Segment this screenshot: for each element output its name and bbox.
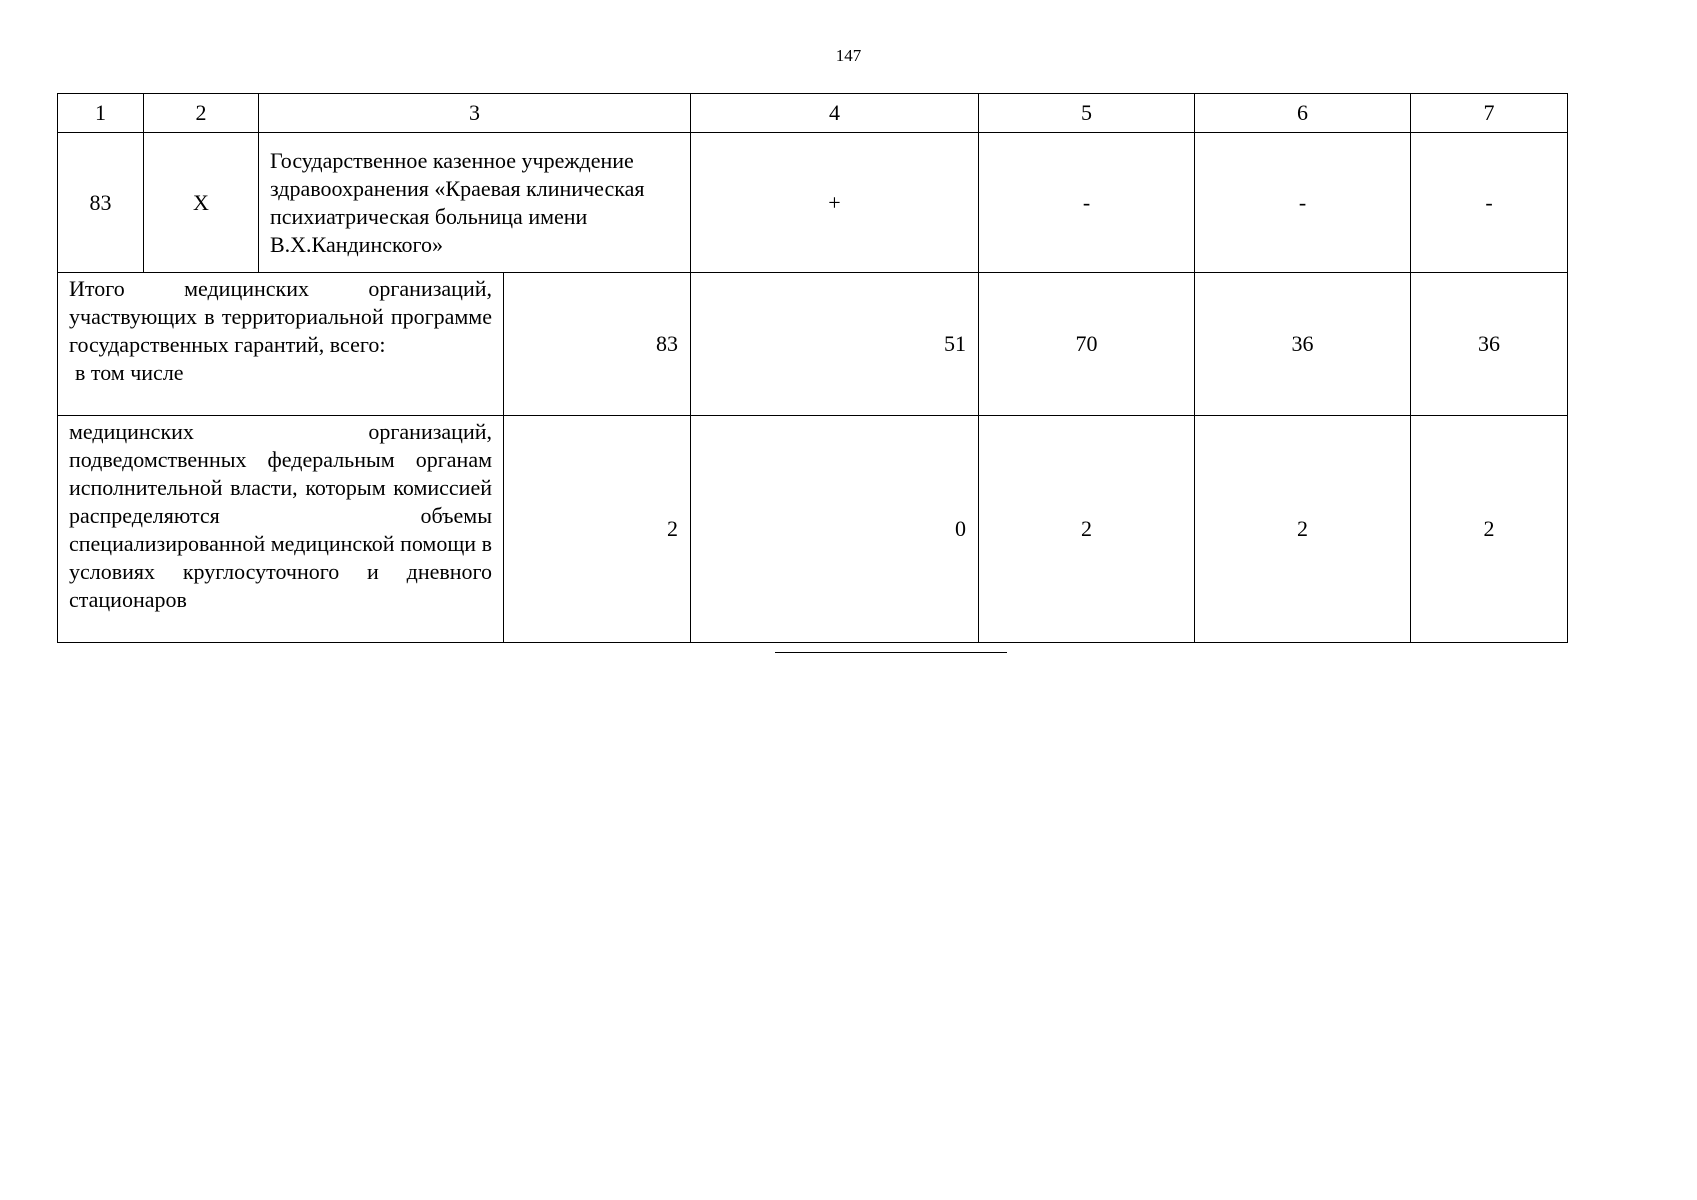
total-col3-cell: 83 [504,273,691,416]
federal-col4-cell: 0 [691,416,979,643]
header-col-6: 6 [1195,94,1411,133]
page-number: 147 [835,46,862,65]
org-col7-cell: - [1411,133,1568,273]
org-col6-cell: - [1195,133,1411,273]
header-row [58,94,1568,133]
header-col-1: 1 [58,94,144,133]
total-label-cell [58,273,504,416]
closing-separator-line [775,652,1007,653]
org-col5-cell: - [979,133,1195,273]
org-col4-cell: + [691,133,979,273]
header-col-7: 7 [1411,94,1568,133]
org-marker-cell: Х [144,133,259,273]
total-col7-cell: 36 [1411,273,1568,416]
header-col-4: 4 [691,94,979,133]
total-col6-cell: 36 [1195,273,1411,416]
header-col-3: 3 [259,94,691,133]
header-col-2: 2 [144,94,259,133]
header-col-5: 5 [979,94,1195,133]
federal-label-cell: медицинских организаций, подведомственных федеральным органам исполнительной власти, которым комиссией распределяются объемы специализированной медицинской помощи в условиях круглосуточного и дневного стационаров [58,416,504,643]
table-row-org-83 [58,133,1568,273]
federal-col7-cell: 2 [1411,416,1568,643]
federal-col5-cell: 2 [979,416,1195,643]
org-number-cell: 83 [58,133,144,273]
table-row-federal [58,416,1568,643]
org-name-cell: Государственное казенное учреждение здравоохранения «Краевая клиническая психиатрическая больница имени В.Х.Кандинского» [259,133,691,273]
federal-col6-cell: 2 [1195,416,1411,643]
total-label: Итого медицинских организаций, участвующих в территориальной программе государственных гарантий, всего: [69,276,492,357]
table-row-total [58,273,1568,416]
summary-table [57,93,1568,643]
total-sublabel: в том числе [75,360,184,385]
federal-col3-cell: 2 [504,416,691,643]
total-col5-cell: 70 [979,273,1195,416]
total-col4-cell: 51 [691,273,979,416]
